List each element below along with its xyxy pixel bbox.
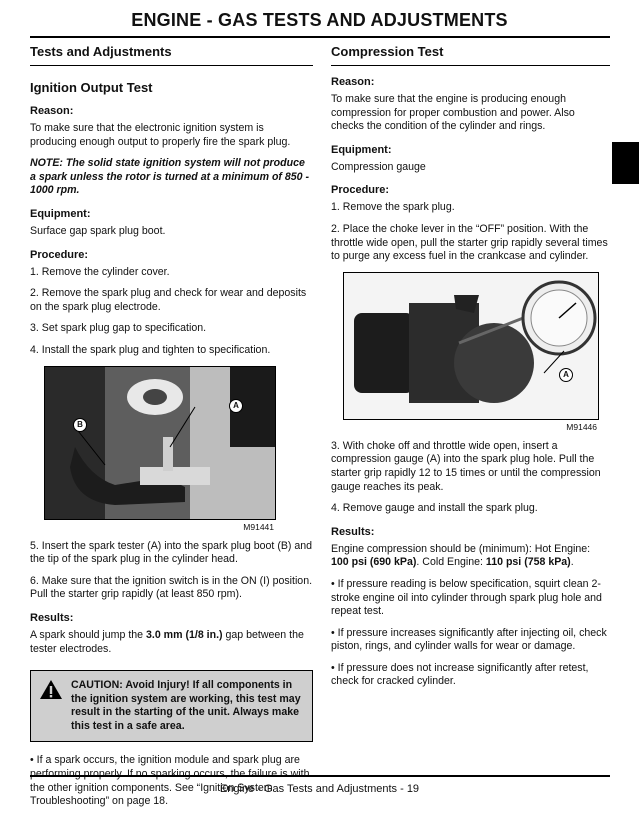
results-cold: 110 psi (758 kPa) [485,556,571,569]
bullet-no-increase: • If pressure does not increase significantly after retest, check for cracked cylinder. [331,661,589,688]
callout-b: B [73,418,87,432]
callout-a: A [229,399,243,413]
spark-tester-photo [44,366,276,520]
results-hot: 100 psi (690 kPa) [331,556,417,569]
results-gap: 3.0 mm (1/8 in.) [146,628,223,641]
step-2: 2. Place the choke lever in the “OFF” position. With the throttle wide open, pull the starter grip rapidly several times to purge any excess fuel in the crankcase and cylinder. [331,222,608,263]
step-1: 1. Remove the cylinder cover. [30,265,170,278]
compression-gauge-illustration [344,273,598,419]
figure-id: M91446 [566,421,597,432]
left-column [30,40,313,817]
bullet-spark-result: • If a spark occurs, the ignition module and spark plug are the other ignition components. See “Ignition System Troubleshooting” on page 18. [30,754,300,808]
results-text [30,629,313,656]
step-1: 1. Remove the spark plug. [331,201,455,214]
warning-icon [39,679,63,700]
spark-tester-illustration [45,367,275,519]
subsection-title: Ignition Output Test [30,80,153,95]
step-6: 6. Make sure that the ignition switch is in the ON (I) position. Pull the starter grip rapidly (at least 850 rpm). [30,574,313,601]
results-text [331,543,610,570]
figure-id: M91441 [243,521,274,532]
bullet-pressure-increases: • If pressure increases significantly after injecting oil, check piston, rings, and cylinder walls for wear or damage. [331,626,607,653]
equipment-label: Equipment: [30,207,91,220]
step-4: 4. Install the spark plug and tighten to specification. [30,343,271,356]
step-5: 5. Insert the spark tester (A) into the spark plug boot (B) and the tip of the spark plug in the cylinder head. [30,539,313,566]
equipment-text: Surface gap spark plug boot. [30,224,166,237]
section-title-compression: Compression Test [331,40,610,66]
results-end: . [570,556,574,569]
caution-text: CAUTION: Avoid Injury! If all components in the ignition system are working, this test may result in the starting of the unit. Always make this test in a safe area. [71,679,301,732]
equipment-label: Equipment: [331,143,392,156]
footer-rule [30,775,610,777]
results-label: Results: [30,611,74,624]
section-tab-marker [612,142,639,184]
results-label: Results: [331,525,375,538]
results-pre: A spark should jump the [30,628,147,641]
step-3: 3. Set spark plug gap to specification. [30,322,207,335]
step-2: 2. Remove the spark plug and check for wear and deposits on the spark plug electrode. [30,287,307,313]
page-footer: Engine - Gas Tests and Adjustments - 19 [219,783,420,795]
header-rule [30,36,610,38]
right-column [331,40,610,697]
procedure-label: Procedure: [331,184,390,197]
procedure-label: Procedure: [30,248,89,261]
callout-a: A [559,368,573,382]
reason-text: To make sure that the electronic ignition system is producing enough output to properly fire the spark plug. [30,122,291,148]
results-intro: Engine compression should be (minimum): Hot Engine: [331,542,591,555]
page-title: ENGINE - GAS TESTS AND ADJUSTMENTS [131,10,508,30]
compression-gauge-photo [343,272,599,420]
equipment-text: Compression gauge [331,160,426,173]
section-title: Tests and Adjustments [30,40,313,66]
bullet-below-spec: • If pressure reading is below specification, squirt clean 2-stroke engine oil into cylinder through spark plug hole and repeat test. [331,577,602,618]
caution-box [30,670,313,742]
reason-label: Reason: [30,105,74,117]
results-mid: . Cold Engine: [416,556,486,569]
step-4: 4. Remove gauge and install the spark plug. [331,502,538,515]
note-text: NOTE: The solid state ignition system will not produce a spark unless the rotor is turned at a minimum of 850 - 1000 rpm. [30,157,310,197]
results-post: gap between the tester electrodes. [30,628,304,655]
step-3: 3. With choke off and throttle wide open, insert a compression gauge (A) into the spark plug hole. Pull the starter grip rapidly 12 to 15 times or until the compression gauge reaches its peak. [331,439,601,493]
reason-label: Reason: [331,76,375,88]
reason-text: To make sure that the engine is producing enough compression for proper combustion and power. Also checks the condition of the cylinder and rings. [331,93,575,133]
